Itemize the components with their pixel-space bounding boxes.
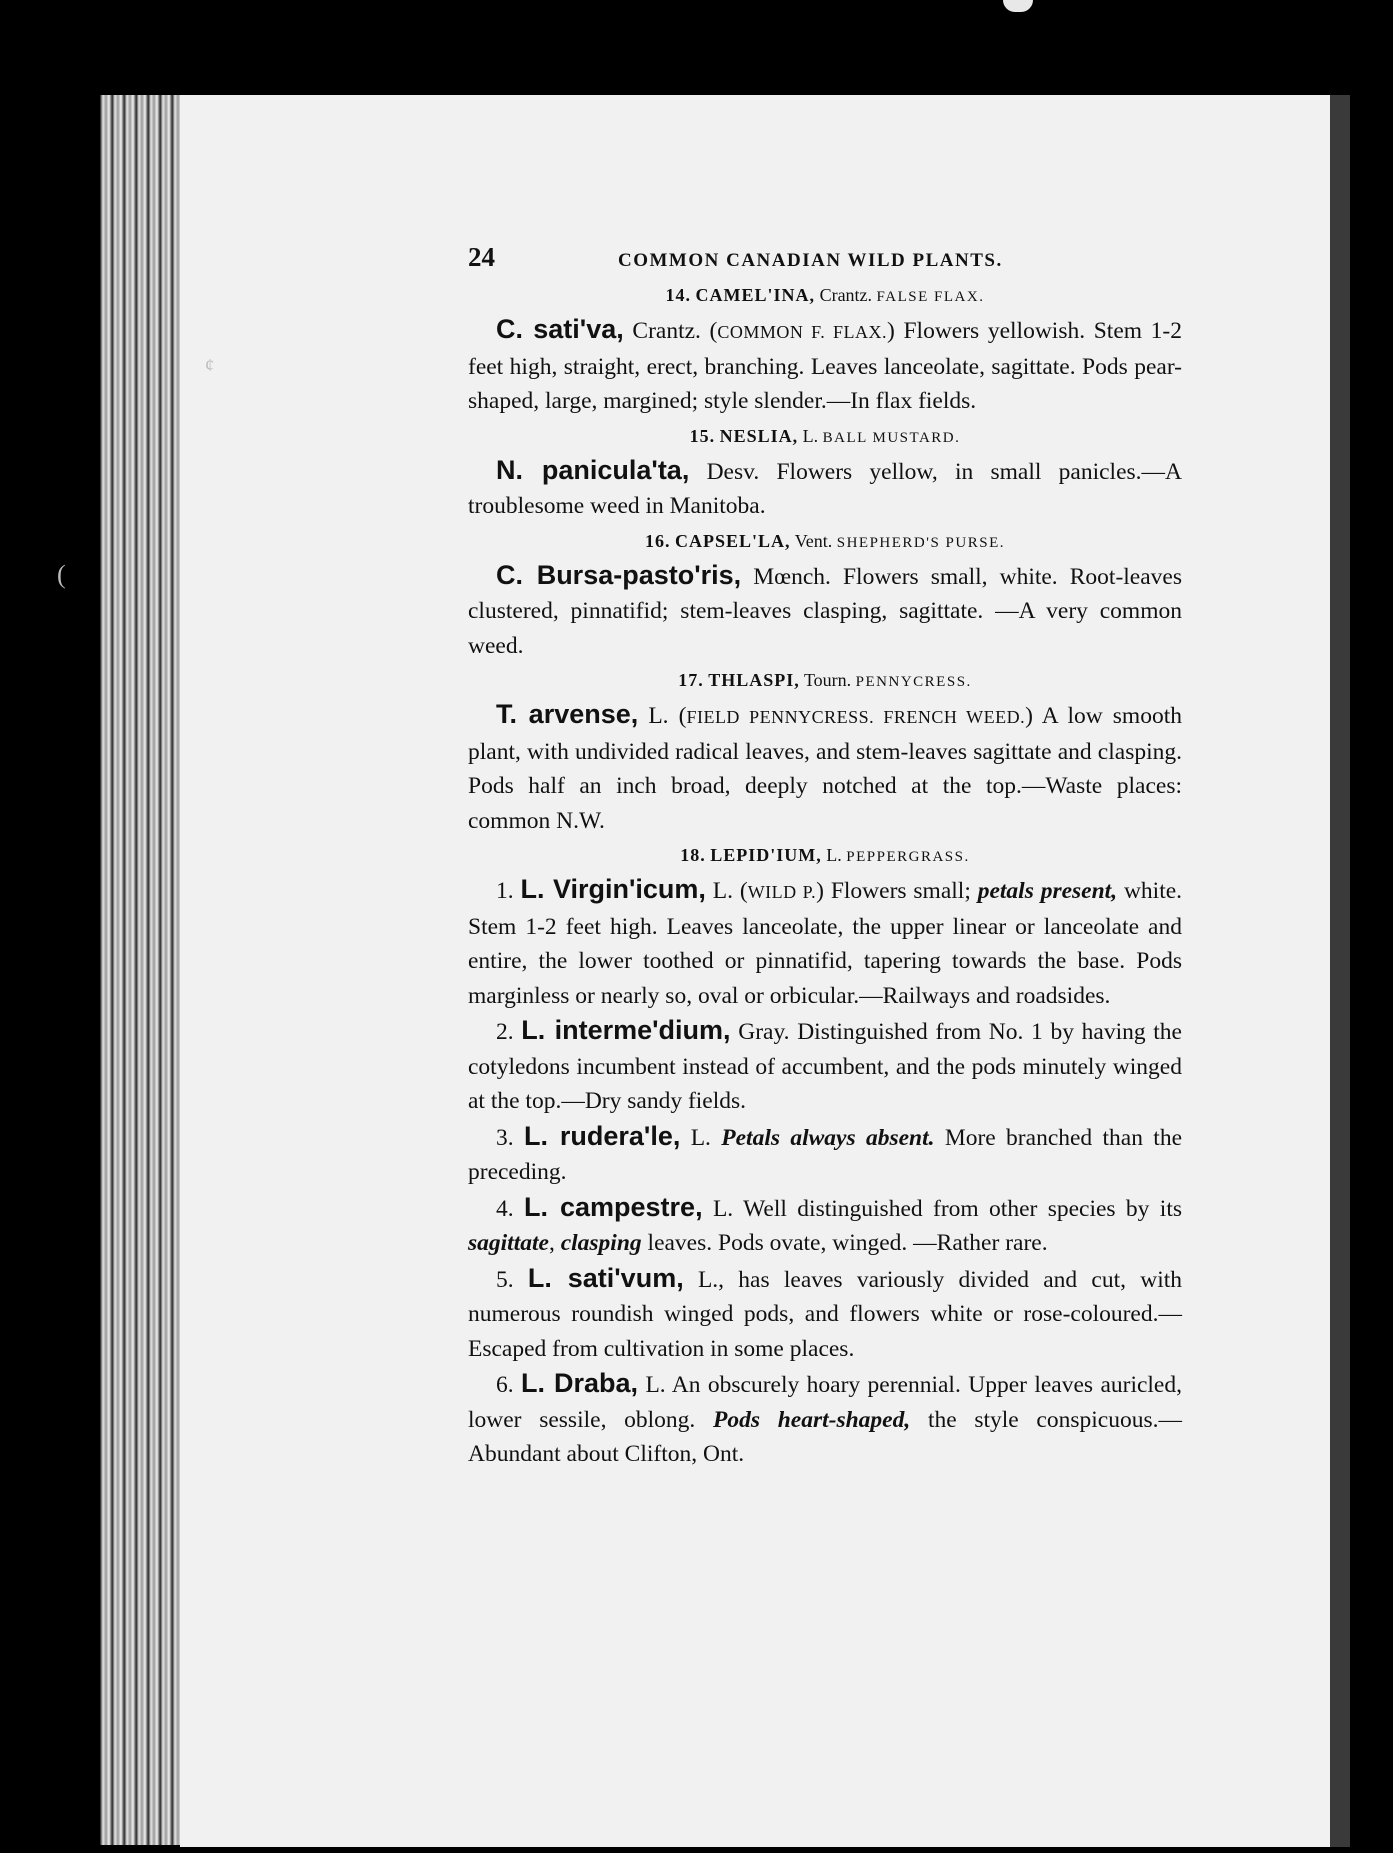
species-name: T. arvense, — [496, 699, 639, 729]
running-title: COMMON CANADIAN WILD PLANTS. — [618, 250, 1003, 271]
page-content — [468, 240, 1182, 1472]
margin-mark: ¢ — [205, 355, 214, 375]
species-entry: 2. L. interme'dium, Gray. Distinguished from No. 1 by having the cotyledons incumbent instead of accumbent, and the pods minutely winged at the top.—Dry sandy fields. — [468, 1015, 1182, 1114]
page-number: 24 — [468, 242, 495, 272]
species-entry: 1. L. Virgin'icum, L. (WILD P.) Flowers small; petals present, white. Stem 1-2 feet high. Leaves lanceolate, the upper linear or lanceolate and entire, the lower toothed or pinnatifid, tapering towards the base. Pods marginless or nearly so, oval or orbicular.—Railways and roadsides. — [468, 874, 1183, 1009]
species-entry: 3. L. rudera'le, L. Petals always absent. More branched than the preceding. — [468, 1120, 1182, 1185]
species-name: C. Bursa-pasto'ris, — [496, 559, 742, 590]
species-name: L. interme'dium, — [521, 1015, 731, 1045]
species-name: N. panicula'ta, — [496, 454, 690, 485]
species-name: L. Draba, — [521, 1368, 639, 1398]
species-name: L. Virgin'icum, — [520, 874, 706, 904]
species-entry: C. Bursa-pasto'ris, Mœnch. Flowers small, white. Root-leaves clustered, pinnatifid; stem-leaves clasping, sagittate. —A very common weed. — [468, 559, 1182, 659]
species-entry: T. arvense, L. (FIELD PENNYCRESS. FRENCH WEED.) A low smooth plant, with undivided radical leaves, and stem-leaves sagittate and clasping. Pods half an inch broad, deeply notched at the top.—Waste places: common N.W. — [468, 699, 1182, 834]
species-name: C. sati'va, — [496, 314, 624, 344]
genus-heading: 15. NESLIA, L. BALL MUSTARD. — [689, 425, 961, 446]
species-entry: 4. L. campestre, L. Well distinguished from other species by its sagittate, clasping leaves. Pods ovate, winged. —Rather rare. — [468, 1191, 1183, 1256]
page-header — [468, 240, 1182, 278]
species-entry: N. panicula'ta, Desv. Flowers yellow, in small panicles.—A troublesome weed in Manitoba. — [468, 454, 1182, 519]
book-binding-shadow — [1330, 95, 1350, 1847]
genus-heading: 16. CAPSEL'LA, Vent. SHEPHERD'S PURSE. — [645, 530, 1005, 551]
species-entry: 5. L. sati'vum, L., has leaves variously divided and cut, with numerous roundish winged pods, and flowers white or rose-coloured.—Escaped from cultivation in some places. — [468, 1262, 1183, 1362]
genus-heading: 14. CAMEL'INA, Crantz. FALSE FLAX. — [665, 285, 985, 305]
species-name: L. sati'vum, — [527, 1262, 684, 1293]
genus-heading: 18. LEPID'IUM, L. PEPPERGRASS. — [680, 845, 970, 865]
species-entry: C. sati'va, Crantz. (COMMON F. FLAX.) Flowers yellowish. Stem 1-2 feet high, straight, erect, branching. Leaves lanceolate, sagittate. Pods pear-shaped, large, margined; style slender.—In flax fields. — [468, 314, 1182, 414]
margin-mark: ( — [57, 560, 66, 589]
species-name: L. rudera'le, — [523, 1120, 681, 1151]
scan-artifact — [1003, 0, 1033, 12]
species-entry: 6. L. Draba, L. An obscurely hoary perennial. Upper leaves auricled, lower sessile, oblong. Pods heart-shaped, the style conspicuous.—Abundant about Clifton, Ont. — [468, 1368, 1182, 1467]
species-name: L. campestre, — [524, 1191, 703, 1222]
genus-heading: 17. THLASPI, Tourn. PENNYCRESS. — [678, 670, 972, 690]
